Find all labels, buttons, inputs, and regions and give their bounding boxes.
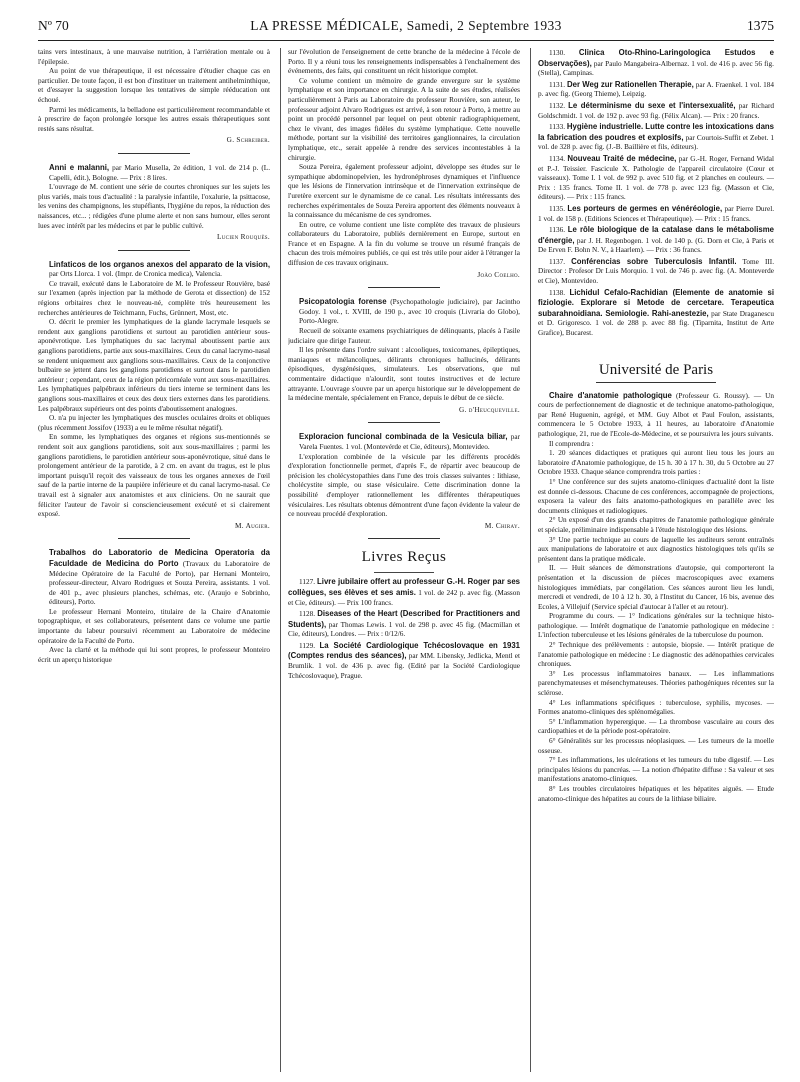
book-number: 1136.: [549, 226, 566, 235]
paragraph: En outre, ce volume contient une liste complète des travaux de plusieurs collaborateurs du Laboratoire, publiés dernièrement en Europe, surtout en France et en Espagne. A la fin du volume se trouve un résumé français de chacun des trois mémoires publiés, ce qui est très utile pour aider à l'étranger la diffusion de ces travaux originaux.: [288, 220, 520, 268]
book-title: Livre jubilaire offert au professeur G.-H. Roger par ses collègues, ses élèves et ses amis.: [288, 577, 520, 597]
column-2: [288, 48, 520, 1072]
review-title: Psicopatologia forense: [299, 297, 387, 307]
book-title: Le rôle biologique de la catalase dans le métabolisme d'énergie,: [538, 225, 774, 245]
review-title: Linfaticos de los organos anexos del apparato de la vision,: [49, 259, 270, 269]
book-title: La Société Cardiologique Tchécoslovaque en 1931 (Comptes rendus des séances),: [288, 640, 520, 661]
books-received-heading: Livres Reçus: [361, 549, 447, 566]
review-reference: par Mario Musella, 2e édition, 1 vol. de 214 p. (L. Capelli, édit.), Bologne. — Prix : 8 lires.: [49, 163, 270, 182]
book-details: par Paulo Mangabeira-Albernaz. 1 vol. de 416 p. avec 56 fig. (Stella), Campinas.: [538, 59, 774, 78]
paragraph: Ce volume contient un mémoire de grande envergure sur le système lymphatique et son importance en chirurgie. A la suite de ses études, réalisées particulièrement à Paris au Laboratoire du professeur Rouvière, son auteur, le professeur adjoint Alvaro Rodrigues est arrivé, à son retour à Porto, à mettre au point un procédé personnel par lequel on peut obtenir radiographiquement, chez le vivant, des images fidèles du système lymphatique. Cette nouvelle méthode, portant sur la visibilité des territoires ganglionnaires, la circulation lymphatique, etc., serait appelée à rendre des services incontestables à la chirurgie.: [288, 76, 520, 162]
book-title: Diseases of the Heart (Described for Practitioners and Students),: [288, 609, 520, 629]
book-details: 1 vol. de 242 p. avec fig. (Masson et Cie, éditeurs). — Prix 100 francs.: [288, 588, 520, 607]
book-title: Nouveau Traité de médecine,: [567, 153, 677, 163]
paragraph: Souza Pereira, également professeur adjoint, développe ses études sur le sympathique abdominopelvien, les hydronéphroses dynamiques et l'influence que les lésions de l'innervation intrinsèque et de l'innervation extrinsèque de l'uretère exercent sur le dynamisme de ce canal. Les résultats intéressants des recherches expérimentales de Souza Pereira apportent des éléments nouveaux à la connaissance du mécanisme de ces syndromes.: [288, 163, 520, 220]
paragraph: 3° Une partie technique au cours de laquelle les auditeurs seront entraînés aux manipulations de laboratoire et aux diagnostics histologiques tels qu'ils se présentent dans la pratique médicale.: [538, 535, 774, 563]
book-entry: [538, 48, 774, 79]
paragraph: Il comprendra :: [549, 439, 594, 448]
book-details: par Pierre Durel. 1 vol. de 158 p. (Editions Sciences et Thérapeutique). — Prix : 15 francs.: [538, 204, 774, 223]
paragraph: 3° Les processus inflammatoires banaux. — Les inflammations parenchymateuses et mésenchymateuses. Théories pathogéniques récentes sur la sclérose.: [538, 669, 774, 698]
paragraph: Avec la clarté et la méthode qui lui sont propres, le professeur Monteiro écrit un aperçu historique: [38, 646, 270, 664]
separator: [368, 287, 440, 288]
book-number: 1132.: [549, 101, 566, 110]
chair-title: Chaire d'anatomie pathologique: [549, 390, 672, 400]
review-signature: João Coelho.: [477, 270, 520, 279]
review-reference: par Varela Fuentes. 1 vol. (Montevérde et Cie, éditeurs), Montevideo.: [299, 433, 520, 451]
separator: [374, 572, 434, 573]
paragraph: 2° Un exposé d'un des grands chapitres de l'anatomie pathologique générale et spéciale, préliminaire indispensable à l'étude histologique des lésions.: [538, 516, 774, 534]
book-details: par Courtois-Suffit et Zebet. 1 vol. de 328 p. avec fig. (J.-B. Baillière et fils, éditeurs).: [538, 133, 774, 152]
book-details: par MM. Libensky, Jedlicka, Mentl et Brumlik. 1 vol. de 436 p. avec fig. (Edité par la Société Cardiologique Tchécoslovaque), Prague.: [288, 652, 520, 680]
paragraph: 1° Une conférence sur des sujets anatomo-cliniques d'actualité dont la liste est donnée ci-dessous. Chacune de ces conférences, accompagnée de projections, exposera la valeur des faits anatomo-pathologiques en parallèle avec les documents cliniques et radiologiques.: [538, 477, 774, 515]
book-title: Le déterminisme du sexe et l'intersexualité,: [568, 100, 736, 110]
review-reference: (Travaux du Laboratoire de Médecine Opératoire de la Faculté de Porto), par Hernani Monteiro, professeur-directeur, Alvaro Rodrigues et Souza Pereira, assistants. 1 vol. de 401 p., avec plusieurs planches, schémas, etc. (Araujo e Sobrinho, éditeurs), Porto.: [49, 559, 270, 607]
paragraph: En somme, les lymphatiques des organes et régions sus-mentionnés se rendent soit aux ganglions parotidiens, soit aux sous-maxillaires ; parmi les ganglions parotidiens, le parotidien antérieur sous-aponévrotique, situé dans le prolongement antérieur de la parotide, à 2 cm. en avant du tragus, est le plus important puisqu'il reçoit des vaisseaux de tous les organes annexes de l'œil sauf de la partie interne de la paupière inférieure et du canal lacrymo-nasal. Ce travail est à signaler aux anatomistes et aux cliniciens. On ne saurait que féliciter l'auteur de l'avoir si consciencieusement exécuté et si clairement exposé.: [38, 433, 270, 519]
paragraph: L'exploration combinée de la vésicule par les différents procédés d'exploration fonctionnelle permet, d'après F., de répartir avec beaucoup de précision les cholécystopathies dans l'une des trois classes suivantes : lithiase, cholécystite simple, ou stase vésiculaire. Cette discrimination donne la possibilité d'employer rationnellement les différentes thérapeutiques vésiculaires. Les résultats obtenus démontrent d'une façon évidente la valeur de ce nouveau procédé d'exploration.: [288, 452, 520, 519]
separator: [368, 538, 440, 539]
review-heading: [288, 432, 520, 452]
paragraph: 5° L'inflammation hyperergique. — La thrombose vasculaire au cours des cardiopathies et de la période post-opératoire.: [538, 717, 774, 736]
review-reference: (Psychopathologie judiciaire), par Jacintho Godoy. 1 vol., t. XVIII, de 190 p., avec 10 croquis (Livraria do Globo), Porto-Alegre.: [299, 298, 520, 326]
paragraph: II. — Huit séances de démonstrations d'autopsie, qui comporteront la présentation et la discussion de pièces macroscopiques avec examens histologiques immédiats, par congélation. Ces séances auront lieu les lundi, mercredi et vendredi, de 10 à 12 h. 30, à l'Institut du Cancer, 16 bis, avenue des Ecoles, à Villejuif (Service spécial d'autocar à l'aller et au retour).: [538, 564, 774, 611]
paragraph: O. n'a pu injecter les lymphatiques des muscles oculaires droits et obliques (plus récemment Jossifov (1933) a eu le même résultat négatif).: [38, 414, 270, 432]
book-entry: [538, 80, 774, 100]
book-title: Clinica Oto-Rhino-Laringologica Estudos e Observações),: [538, 48, 774, 68]
book-entry: [288, 577, 520, 608]
book-number: 1137.: [549, 257, 566, 266]
column-1: [38, 48, 270, 1072]
review-signature: G. d'Heucqueville.: [459, 405, 520, 414]
separator: [118, 153, 190, 154]
paragraph: 8° Les troubles circulatoires hépatiques et les hépatites aiguës. — Etude anatomo-clinique des hépatites au cours de la lithiase biliaire.: [538, 784, 774, 803]
paragraph: Au point de vue thérapeutique, il est nécessaire d'étudier chaque cas en particulier. De toute façon, il est bon d'instituer un traitement antihelminthique, et d'essayer la suggestion lorsque les tentatives de simple rééducation ont échoué.: [38, 67, 270, 104]
separator: [596, 382, 716, 383]
paragraph: 6° Généralités sur les processus néoplasiques. — Les tumeurs de la moelle osseuse.: [538, 737, 774, 755]
paragraph: Ce travail, exécuté dans le Laboratoire de M. le Professeur Rouvière, basé sur l'examen (après injection par la méthode de Gerota et dissection) de 152 régions orbitaires chez le nouveau-né, complète très heureusement les recherches antérieures de Teichmann, Fuchs, Grünnert, Most, etc.: [38, 279, 270, 317]
book-number: 1131.: [549, 80, 566, 89]
review-heading: [38, 548, 270, 608]
book-entry: [288, 609, 520, 640]
book-details: par Richard Goldschmidt. 1 vol. de 192 p. avec 93 fig. (Félix Alcan). — Prix : 20 francs.: [538, 101, 774, 120]
book-entry: [538, 122, 774, 153]
book-details: Tome III. Director : Profesor Dr Luis Morquio. 1 vol. de 746 p. avec fig. (A. Monteverde et Cie), Montevideo.: [538, 257, 774, 286]
book-number: 1130.: [549, 49, 566, 57]
paragraph: tains vers intestinaux, à une mauvaise nutrition, à l'arriération mentale ou à l'épilepsie.: [38, 48, 270, 66]
paragraph: Programme du cours. — 1° Indications générales sur la technique histo-pathologique. — Intérêt dogmatique de l'anatomie pathologique en médecine : L'infection tuberculeuse et les lésions générales de la tuberculose du poumon.: [538, 612, 774, 640]
book-number: 1135.: [549, 204, 566, 213]
book-number: 1129.: [299, 641, 316, 650]
review-heading: [288, 297, 520, 327]
paragraph: Il les présente dans l'ordre suivant : alcooliques, toxicomanes, épileptiques, maniaques et mélancoliques, délirants chroniques hallucinés, délirants épisodiques, dysgénésiques, simulateurs. Les observations, que nul commentaire didactique n'alourdit, sont toutes instructives et de lecture attrayante. L'ouvrage s'ouvre par un aperçu historique sur le développement de la médecine mentale, spécialement en France, depuis le début de ce siècle.: [288, 346, 520, 403]
review-signature: Lucien Rouquès.: [217, 233, 270, 242]
university-heading: Université de Paris: [598, 361, 714, 378]
book-details: par A. Fraenkel. 1 vol. 184 p. avec fig. (Georg Thieme), Leipzig.: [538, 80, 774, 99]
review-title: Anni e malanni,: [49, 162, 110, 172]
book-entry: [538, 204, 774, 224]
column-3: [538, 48, 774, 1072]
book-details: par Thomas Lewis. 1 vol. de 298 p. avec 45 fig. (Macmillan et Cie, éditeurs), Londres. — Prix : 0/12/6.: [288, 620, 520, 639]
book-number: 1138.: [549, 288, 566, 297]
book-entry: [288, 641, 520, 681]
column-divider: [530, 48, 531, 1072]
review-title: Trabalhos do Laboratorio de Medicina Operatoria da Faculdade de Medicina do Porto: [49, 548, 270, 568]
book-details: par G.-H. Roger, Fernand Widal et P.-J. Teissier. Fascicule X. Pathologie de l'appareil circulatoire (Cœur et vaisseaux). Tome I. 1 vol. de 992 p. avec 510 fig. et 2 planches en couleurs. — Prix : 135 francs. Tome II. 1 vol. de 778 p. avec 123 fig. (Masson et Cie, éditeurs). — Prix : 115 francs.: [538, 154, 774, 202]
review-signature: M. Chiray.: [484, 521, 520, 530]
book-title: Les porteurs de germes en vénéréologie,: [567, 203, 723, 213]
paragraph: 7° Les inflammations, les ulcérations et les tumeurs du tube digestif. — Les principales lésions du pancréas. — La notion d'hépatite diffuse : Sa valeur et ses manifestations anatomo-cliniques.: [538, 756, 774, 784]
separator: [368, 422, 440, 423]
announcement-text: (Professeur G. Roussy). — Un cours de perfectionnement de diagnostic et de technique anatomo-pathologique, par René Huguenin, agrégé, et MM. Guy Albot et Paul Foulon, assistants, commencera le 5 Octobre 1933, à 11 heures, au laboratoire d'Anatomie pathologique, 21, rue de l'Ecole-de-Médecine, et se poursuivra les jours suivants.: [538, 391, 774, 438]
page-header: [38, 18, 774, 38]
book-number: 1128.: [299, 610, 316, 619]
separator: [118, 250, 190, 251]
paragraph: L'ouvrage de M. contient une série de courtes chroniques sur les sujets les plus variés, mais tous d'actualité : la paralysie infantile, l'oxalurie, la psittacose, les venins des champignons, les stupéfiants, l'hygiène du repos, la réduction des naissances, etc... ; rédigées d'une plume alerte et non sans humour, elles seront lues avec intérêt par les médecins et par le public cultivé.: [38, 183, 270, 230]
issue-number: Nº 70: [38, 18, 69, 33]
paragraph: Parmi les médicaments, la belladone est particulièrement recommandable et à prescrire de façon prolongée lorsque les autres essais thérapeutiques sont restés sans résultat.: [38, 105, 270, 133]
book-entry: [538, 101, 774, 121]
book-title: Conférencias sobre Tuberculosis Infantil.: [571, 256, 737, 266]
spacer: [538, 340, 774, 360]
book-entry: [538, 257, 774, 287]
paragraph: 1. 20 séances didactiques et pratiques qui auront lieu tous les jours au laboratoire d'Anatomie pathologique, de 15 h. 30 à 17 h. 30, du 5 Octobre au 27 Octobre 1933. Chaque séance comprendra trois parties :: [538, 449, 774, 477]
paragraph: O. décrit le premier les lymphatiques de la glande lacrymale lesquels se rendent aux ganglions parotidiens et surtout au parotidien antérieur sous-aponévrotique. Les lymphatiques du sac lacrymal aboutissent partie aux ganglions parotidiens, partie aux sous-maxillaires. Ceux du canal lacrymo-nasal se rendent uniquement aux ganglions sous-maxillaires. Ceux de la conjonctive bulbaire se jettent dans les ganglions parotidiens et surtout dans le parotidien antérieur ; cependant, ceux de la région péricornéale vont aux sous-maxillaires. Les lymphatiques palpébraux inférieurs du tiers interne se terminent dans les ganglions sous-maxillaires et ceux des deux tiers externes dans les parotidiens. Les palpébraux supérieurs ont des points d'aboutissement analogues.: [38, 318, 270, 413]
book-entry: [538, 288, 774, 339]
book-number: 1127.: [299, 578, 316, 587]
review-reference: par Orts Llorca. 1 vol. (Impr. de Cronica medica), Valencia.: [49, 270, 222, 279]
announcement-heading: [538, 391, 774, 440]
paragraph: 2° Technique des prélèvements : autopsie, biopsie. — Intérêt pratique de l'anatomie pathologique en médecine : Le diagnostic des adénopathies cervicales chroniques.: [538, 641, 774, 669]
review-signature: G. Schreiber.: [226, 136, 270, 145]
review-title: Exploracion funcional combinada de la Vesicula biliar,: [299, 432, 508, 442]
book-number: 1134.: [549, 154, 566, 163]
paragraph: Le professeur Hernani Monteiro, titulaire de la Chaire d'Anatomie topographique, et ses collaborateurs, présentent dans ce volume une partie importante du labeur poursuivi récemment au Laboratoire de médecine opératoire de la Faculté de Porto.: [38, 607, 270, 645]
paragraph: Recueil de soixante examens psychiatriques de délinquants, placés à l'asile judiciaire que dirige l'auteur.: [288, 327, 520, 345]
book-details: par J. H. Regenbogen. 1 vol. de 140 p. (G. Dorn et Cie, à Paris et De Erven F. Bohn N. V., à Haarlem). — Prix : 36 francs.: [538, 236, 774, 255]
review-heading: [38, 163, 270, 183]
journal-title: LA PRESSE MÉDICALE, Samedi, 2 Septembre 1933: [250, 18, 562, 33]
book-entry: [538, 154, 774, 203]
review-heading: [38, 260, 270, 280]
separator: [118, 538, 190, 539]
paragraph: 4° Les inflammations spécifiques : tuberculose, syphilis, mycoses. — Formes anatomo-cliniques des splénomégalies.: [538, 698, 774, 717]
header-rule: [38, 40, 774, 41]
column-divider: [280, 48, 281, 1072]
page-number: 1375: [747, 18, 774, 33]
book-entry: [538, 225, 774, 256]
paragraph: sur l'évolution de l'enseignement de cette branche de la médecine à l'école de Porto. Il y a réuni tous les renseignements indispensables à l'enchaînement des événements, des faits, qui constituent un récit historique complet.: [288, 48, 520, 76]
book-number: 1133.: [549, 123, 566, 132]
book-title: Hygiène industrielle. Lutte contre les intoxications dans la fabrication des poudres et explosifs,: [538, 122, 774, 142]
review-signature: M. Augier.: [235, 521, 270, 530]
book-title: Lichidul Cefalo-Rachidian (Elemente de anatomie si fiziologie. Explorare si Metode de cercetare. Terapeutica subarahnoidiana. Semiologie. Rahi-anestezie,: [538, 287, 774, 318]
book-title: Der Weg zur Rationellen Therapie,: [566, 79, 694, 89]
book-details: par State Draganescu et D. Grigoresco. 1 vol. de 288 p. avec 88 fig. (Tiparnita, Institut de Arte Grafice), Bucarest.: [538, 309, 774, 338]
